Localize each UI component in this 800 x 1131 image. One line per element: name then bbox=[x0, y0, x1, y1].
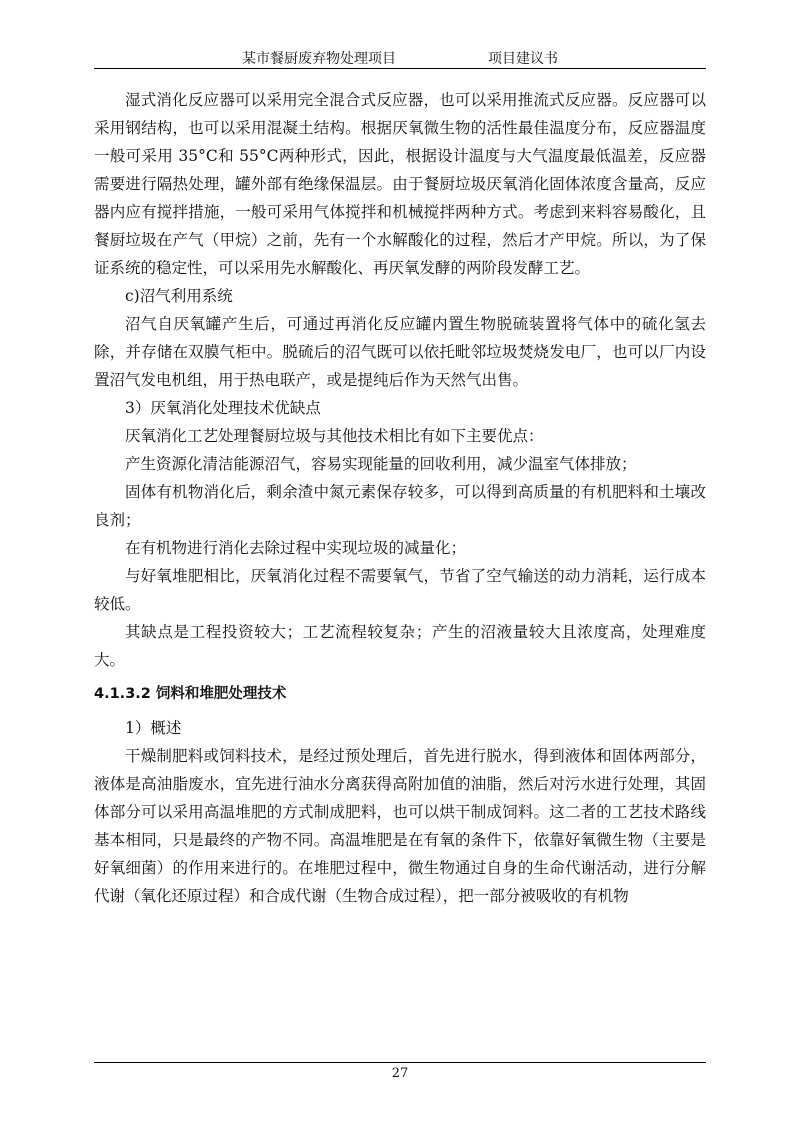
body-paragraph: 干燥制肥料或饲料技术，是经过预处理后，首先进行脱水，得到液体和固体两部分，液体是高油脂废水，宜先进行油水分离获得高附加值的油脂，然后对污水进行处理，其固体部分可以采用高温堆肥的方式制成肥料，也可以烘干制成饲料。这二者的工艺技术路线基本相同，只是最终的产物不同。高温堆肥是在有氧的条件下，依靠好氧微生物（主要是好氧细菌）的作用来进行的。在堆肥过程中，微生物通过自身的生命代谢活动，进行分解代谢（氧化还原过程）和合成代谢（生物合成过程），把一部分被吸收的有机物 bbox=[94, 747, 706, 905]
page-body bbox=[94, 86, 706, 910]
body-paragraph: 沼气自厌氧罐产生后，可通过再消化反应罐内置生物脱硫装置将气体中的硫化氢去除，并存储在双膜气柜中。脱硫后的沼气既可以依托毗邻垃圾焚烧发电厂，也可以厂内设置沼气发电机组，用于热电联产，或是提纯后作为天然气出售。 bbox=[94, 315, 706, 389]
section-heading: 4.1.3.2 饲料和堆肥处理技术 bbox=[94, 686, 287, 702]
page-number: 27 bbox=[391, 1066, 409, 1081]
advantage-item: 产生资源化清洁能源沼气，容易实现能量的回收利用，减少温室气体排放； bbox=[125, 455, 637, 473]
body-paragraph: 湿式消化反应器可以采用完全混合式反应器，也可以采用推流式反应器。反应器可以采用钢结构，也可以采用混凝土结构。根据厌氧微生物的活性最佳温度分布，反应器温度一般可采用 35°C和 55°C两种形式，因此，根据设计温度与大气温度最低温差，反应器需要进行隔热处理，罐外部有绝缘保温层。由于餐厨垃圾厌氧消化固体浓度含量高，反应器内应有搅拌措施，一般可采用气体搅拌和机械搅拌两种方式。考虑到来料容易酸化，且餐厨垃圾在产气（甲烷）之前，先有一个水解酸化的过程，然后才产甲烷。所以，为了保证系统的稳定性，可以采用先水解酸化、再厌氧发酵的两阶段发酵工艺。 bbox=[94, 91, 706, 277]
subsection-label: 3）厌氧消化处理技术优缺点 bbox=[125, 399, 321, 417]
advantage-item: 在有机物进行消化去除过程中实现垃圾的减量化； bbox=[125, 539, 467, 557]
subsection-label: c)沼气利用系统 bbox=[125, 287, 233, 305]
advantage-item: 与好氧堆肥相比，厌氧消化过程不需要氧气，节省了空气输送的动力消耗，运行成本较低。 bbox=[94, 567, 706, 613]
advantage-item: 固体有机物消化后，剩余渣中氮元素保存较多，可以得到高质量的有机肥料和土壤改良剂； bbox=[94, 483, 706, 529]
page-footer bbox=[94, 1062, 706, 1081]
body-paragraph: 厌氧消化工艺处理餐厨垃圾与其他技术相比有如下主要优点： bbox=[125, 427, 544, 445]
header-project-title: 某市餐厨废弃物处理项目 bbox=[242, 51, 396, 67]
disadvantage-paragraph: 其缺点是工程投资较大；工艺流程较复杂；产生的沼液量较大且浓度高，处理难度大。 bbox=[94, 623, 706, 669]
subsection-label: 1）概述 bbox=[125, 719, 182, 737]
header-document-type: 项目建议书 bbox=[488, 51, 558, 67]
page-header bbox=[94, 44, 706, 69]
